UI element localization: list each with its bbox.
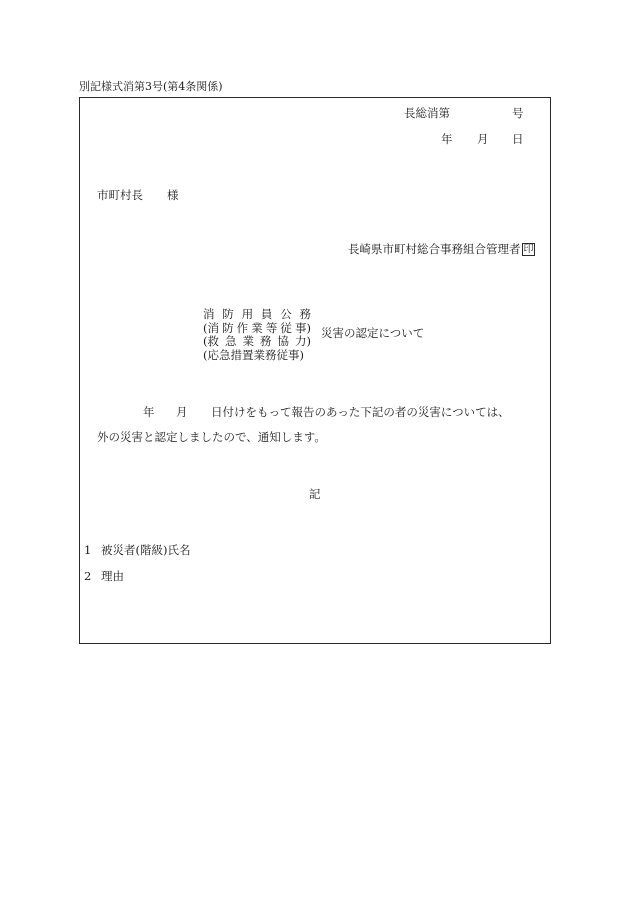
subject-char: (救 <box>203 334 219 348</box>
body-year: 年 <box>143 405 155 419</box>
subject-line-3 <box>203 335 311 349</box>
subject-char: 事) <box>294 320 311 335</box>
ki-heading: 記 <box>309 487 321 501</box>
body-text-line-1: 日付けをもって報告のあった下記の者の災害については、 <box>211 405 510 419</box>
subject-char: 公 <box>280 307 292 321</box>
item-number: 1 <box>84 543 92 557</box>
date-year: 年 <box>441 132 453 146</box>
subject-char: 務 <box>260 334 272 348</box>
subject-char: 等 <box>265 320 278 335</box>
doc-number-suffix: 号 <box>512 106 524 120</box>
subject-char: 業 <box>242 334 254 348</box>
subject-line-2 <box>203 322 311 336</box>
subject-line-1 <box>203 308 311 322</box>
subject-char: 急 <box>225 334 237 348</box>
subject-char: 務 <box>299 307 311 321</box>
subject-char: (消 <box>203 320 219 335</box>
date-day: 日 <box>512 132 524 146</box>
seal-mark: 印 <box>523 244 534 255</box>
addressee-honorific: 様 <box>167 188 179 202</box>
subject-tail: 災害の認定について <box>321 326 425 340</box>
subject-char: 防 <box>222 320 234 335</box>
subject-char: 員 <box>260 307 273 321</box>
subject-char: 用 <box>241 307 254 321</box>
subject-char: 従 <box>280 320 292 335</box>
sender-name: 長崎県市町村総合事務組合管理者 <box>348 242 521 256</box>
body-month: 月 <box>176 405 188 419</box>
item-number: 2 <box>84 569 92 583</box>
subject-char: 業 <box>251 320 263 335</box>
subject-char: 作 <box>236 320 249 335</box>
addressee-title: 市町村長 <box>97 188 143 202</box>
subject-char: 消 <box>203 307 215 321</box>
subject-char: 力) <box>295 334 311 348</box>
date-month: 月 <box>477 132 489 146</box>
item-label: 理由 <box>101 569 124 583</box>
subject-char: 協 <box>277 334 289 348</box>
subject-char: (応急措置業務従事) <box>203 347 304 362</box>
document-frame <box>79 97 551 644</box>
doc-number-prefix: 長総消第 <box>404 106 450 120</box>
body-text-line-2: 外の災害と認定しましたので、通知します。 <box>97 430 326 444</box>
item-label: 被災者(階級)氏名 <box>101 543 191 557</box>
subject-line-4 <box>203 349 311 363</box>
subject-char: 防 <box>222 307 234 321</box>
form-label: 別記様式消第3号(第4条関係) <box>79 80 223 93</box>
subject-block <box>203 308 311 362</box>
